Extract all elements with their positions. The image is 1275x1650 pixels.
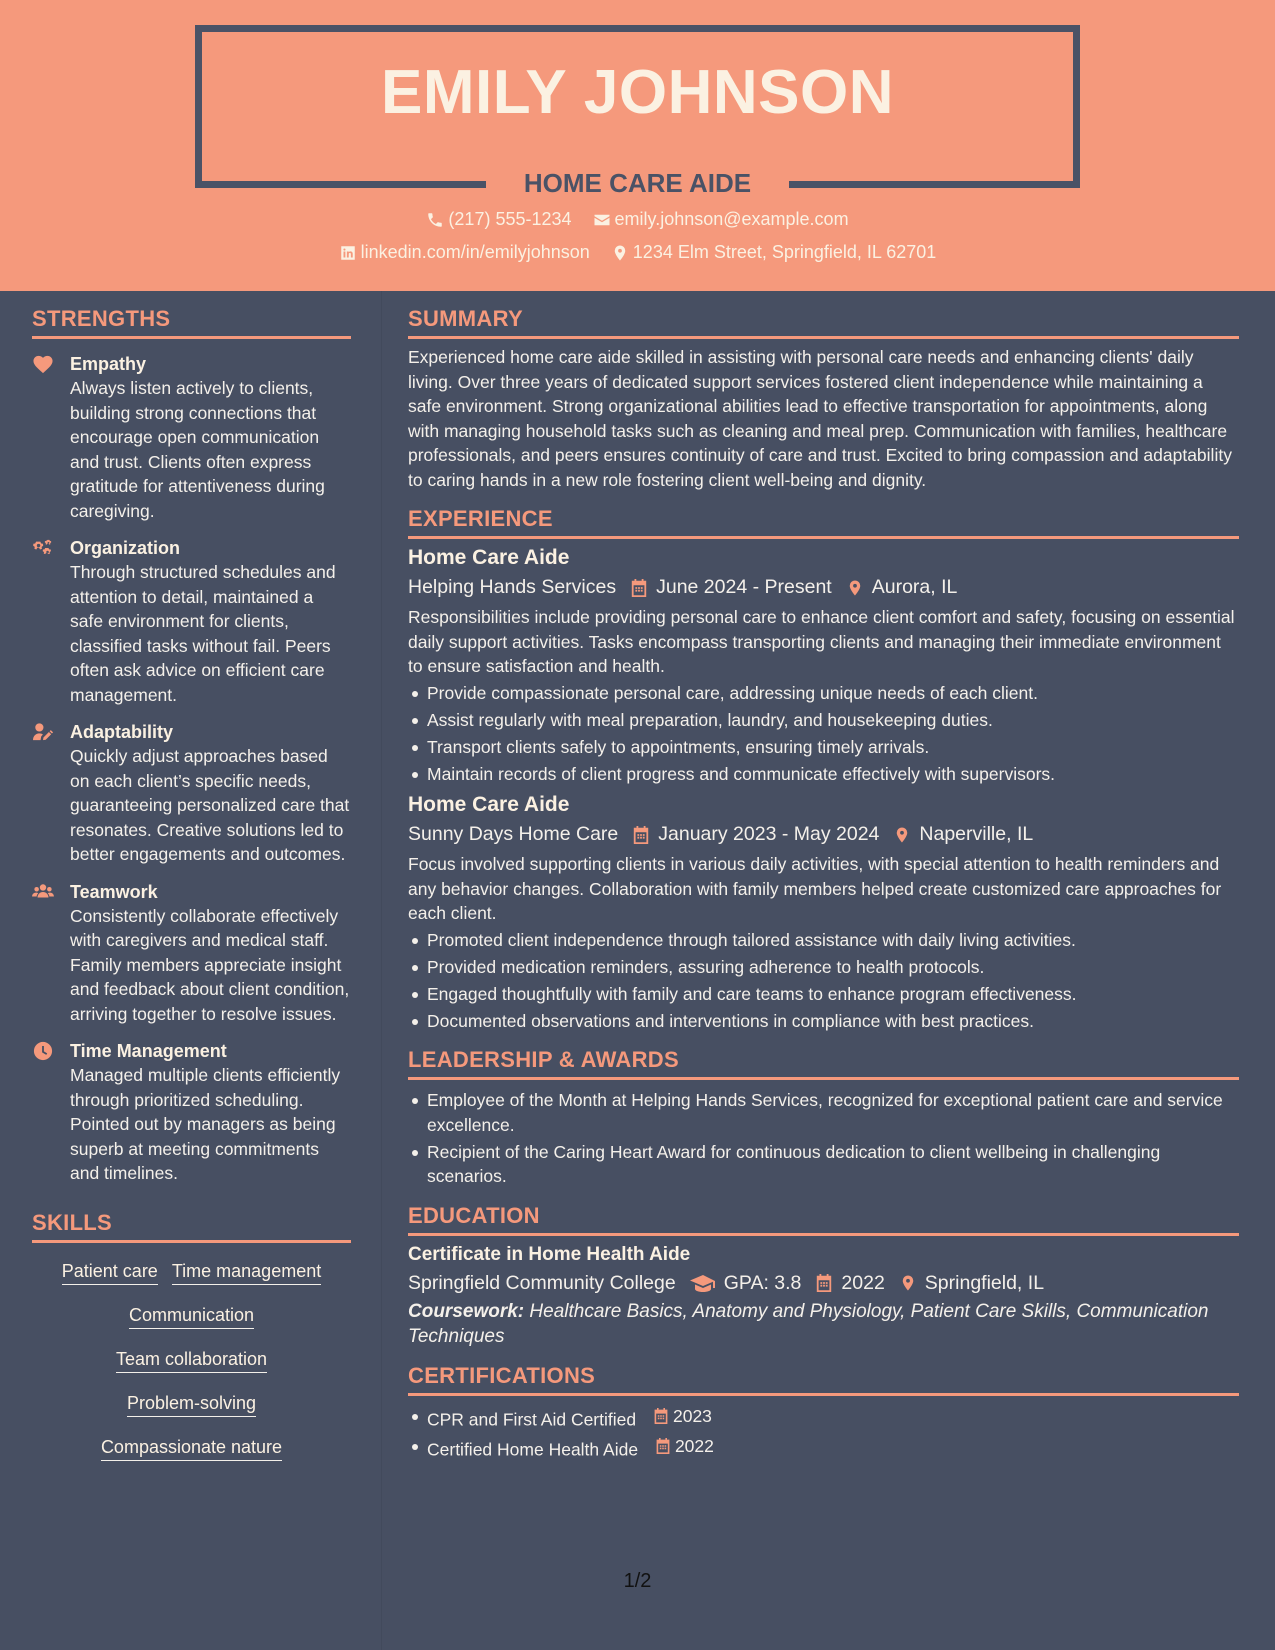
skill-tag: Compassionate nature xyxy=(101,1437,282,1461)
job-dates: January 2023 - May 2024 xyxy=(658,823,880,845)
map-marker-icon xyxy=(611,244,629,262)
cert-name: CPR and First Aid Certified xyxy=(427,1408,637,1429)
list-item xyxy=(408,1434,1239,1462)
phone-text: (217) 555-1234 xyxy=(448,209,572,229)
coursework-label: Coursework: xyxy=(408,1300,525,1322)
strength-desc: Consistently collaborate effectively with caregivers and medical staff. Family members appreciate insight and feedback about client condition, arriving together to resolve issues. xyxy=(70,905,350,1024)
left-column xyxy=(32,306,351,1475)
linkedin-contact[interactable] xyxy=(339,242,590,263)
strength-title: Adaptability xyxy=(70,722,174,742)
linkedin-text: linkedin.com/in/emilyjohnson xyxy=(360,242,590,262)
strength-title: Organization xyxy=(70,538,181,558)
phone-icon xyxy=(426,211,444,229)
header xyxy=(0,0,1275,291)
school-name: Springfield Community College xyxy=(408,1271,676,1294)
strength-desc: Always listen actively to clients, building strong connections that encourage open communication and trust. Clients often express gratitude for attentiveness during caregiving. xyxy=(70,378,325,521)
right-column xyxy=(408,306,1239,1476)
strength-item xyxy=(32,1039,351,1186)
skill-tag: Team collaboration xyxy=(116,1349,267,1373)
candidate-role: HOME CARE AIDE xyxy=(523,168,752,198)
degree-title: Certificate in Home Health Aide xyxy=(408,1243,691,1265)
job-description: Responsibilities include providing personal care to enhance client comfort and safety, focusing on essential daily support activities. Tasks encompass transporting clients and managing their immediate environment to ensure satisfaction and health. xyxy=(408,607,1235,676)
skill-tag: Communication xyxy=(129,1305,254,1329)
cert-name: Certified Home Health Aide xyxy=(427,1439,639,1459)
skill-tag: Time management xyxy=(172,1261,321,1285)
page-number: 1/2 xyxy=(623,1570,652,1592)
calendar-icon xyxy=(655,1437,671,1455)
cert-year: 2023 xyxy=(672,1405,712,1426)
calendar-icon xyxy=(653,1407,669,1425)
calendar-icon xyxy=(630,578,648,598)
skill-tag: Problem-solving xyxy=(127,1393,256,1417)
education-location: Springfield, IL xyxy=(924,1271,1045,1294)
leadership-section xyxy=(408,1047,1239,1189)
job-dates: June 2024 - Present xyxy=(656,576,832,598)
summary-heading: SUMMARY xyxy=(408,306,1239,339)
experience-heading: EXPERIENCE xyxy=(408,506,1239,539)
list-item: Assist regularly with meal preparation, laundry, and housekeeping duties. xyxy=(408,708,1239,733)
candidate-name: EMILY JOHNSON xyxy=(381,58,894,127)
job-title: Home Care Aide xyxy=(408,793,570,816)
certifications-heading: CERTIFICATIONS xyxy=(408,1363,1239,1396)
column-divider xyxy=(381,291,382,1650)
heart-icon xyxy=(32,354,54,374)
strength-title: Empathy xyxy=(70,354,147,374)
skill-tag: Patient care xyxy=(62,1261,158,1285)
education-heading: EDUCATION xyxy=(408,1203,1239,1236)
summary-text: Experienced home care aide skilled in assisting with personal care needs and enhancing clients' daily living. Over three years of dedicated support services fostered client independence while maintaining a safe environment. Strong organizational abilities lead to effective transportation for appointments, along with managing household tasks such as cleaning and meal prep. Communication with families, healthcare professionals, and peers ensures continuity of care and trust. Excited to bring compassion and adaptability to caring hands in a new role fostering client well-being and dignity. xyxy=(408,347,1232,490)
strengths-heading: STRENGTHS xyxy=(32,306,351,339)
clock-icon xyxy=(32,1041,54,1061)
linkedin-icon xyxy=(339,244,357,262)
strength-item xyxy=(32,352,351,523)
certifications-section xyxy=(408,1363,1239,1462)
list-item: Engaged thoughtfully with family and care teams to enhance program effectiveness. xyxy=(408,982,1239,1007)
users-icon xyxy=(32,882,54,902)
list-item: Maintain records of client progress and communicate effectively with supervisors. xyxy=(408,762,1239,787)
job-location: Naperville, IL xyxy=(919,823,1034,845)
map-marker-icon xyxy=(846,578,864,598)
experience-section xyxy=(408,506,1239,1033)
strength-desc: Through structured schedules and attention to detail, maintained a safe environment for clients, classified tasks without fail. Peers often ask advice on efficient care management. xyxy=(70,562,336,705)
calendar-icon xyxy=(632,825,650,845)
calendar-icon xyxy=(815,1273,833,1293)
summary-section xyxy=(408,306,1239,492)
email-contact[interactable] xyxy=(593,209,849,230)
cert-year: 2022 xyxy=(674,1435,714,1456)
strength-item xyxy=(32,536,351,707)
phone-contact[interactable] xyxy=(426,209,571,230)
education-section xyxy=(408,1203,1239,1349)
job-description: Focus involved supporting clients in various daily activities, with special attention to health reminders and any behavior changes. Collaboration with family members helped create customized care approaches for each client. xyxy=(408,854,1222,923)
contact-row-2 xyxy=(0,242,1275,267)
contact-row-1 xyxy=(0,209,1275,234)
address-contact xyxy=(611,242,937,263)
envelope-icon xyxy=(593,211,611,229)
education-meta xyxy=(408,1272,1239,1295)
list-item xyxy=(408,1404,1239,1432)
list-item: Employee of the Month at Helping Hands Services, recognized for exceptional patient care and service excellence. xyxy=(408,1088,1239,1137)
list-item: Provide compassionate personal care, addressing unique needs of each client. xyxy=(408,681,1239,706)
list-item: Provided medication reminders, assuring adherence to health protocols. xyxy=(408,955,1239,980)
job-entry xyxy=(408,546,1239,786)
leadership-heading: LEADERSHIP & AWARDS xyxy=(408,1047,1239,1080)
skills-heading: SKILLS xyxy=(32,1210,351,1243)
job-bullets xyxy=(408,681,1239,787)
strength-desc: Managed multiple clients efficiently through prioritized scheduling. Pointed out by managers as being superb at meeting commitments and timelines. xyxy=(70,1065,341,1183)
map-marker-icon xyxy=(899,1273,917,1293)
coursework-text: Healthcare Basics, Anatomy and Physiology, Patient Care Skills, Communication Techniques xyxy=(408,1300,1209,1347)
strength-item xyxy=(32,880,351,1027)
job-title: Home Care Aide xyxy=(408,546,570,569)
map-marker-icon xyxy=(893,825,911,845)
list-item: Promoted client independence through tailored assistance with daily living activities. xyxy=(408,928,1239,953)
list-item: Documented observations and interventions in compliance with best practices. xyxy=(408,1009,1239,1034)
company-name: Helping Hands Services xyxy=(408,576,617,598)
skills-list xyxy=(32,1255,351,1475)
job-meta xyxy=(408,576,1239,599)
job-location: Aurora, IL xyxy=(871,576,958,598)
user-edit-icon xyxy=(32,722,54,742)
certifications-list xyxy=(408,1404,1239,1462)
leadership-list xyxy=(408,1088,1239,1189)
list-item: Transport clients safely to appointments, ensuring timely arrivals. xyxy=(408,735,1239,760)
gpa: GPA: 3.8 xyxy=(723,1271,802,1294)
coursework xyxy=(408,1299,1239,1349)
strength-desc: Quickly adjust approaches based on each client’s specific needs, guaranteeing personalized care that resonates. Creative solutions led to better engagements and outcomes. xyxy=(70,746,350,864)
job-entry xyxy=(408,793,1239,1033)
list-item: Recipient of the Caring Heart Award for continuous dedication to client wellbeing in challenging scenarios. xyxy=(408,1140,1239,1189)
email-text: emily.johnson@example.com xyxy=(614,209,849,229)
job-bullets xyxy=(408,928,1239,1034)
gears-icon xyxy=(32,538,54,558)
company-name: Sunny Days Home Care xyxy=(408,823,619,845)
strength-title: Time Management xyxy=(70,1041,227,1061)
strength-title: Teamwork xyxy=(70,881,158,902)
strength-item xyxy=(32,720,351,867)
graduation-cap-icon xyxy=(690,1273,716,1293)
address-text: 1234 Elm Street, Springfield, IL 62701 xyxy=(632,242,937,262)
education-year: 2022 xyxy=(841,1271,885,1294)
job-meta xyxy=(408,823,1239,846)
